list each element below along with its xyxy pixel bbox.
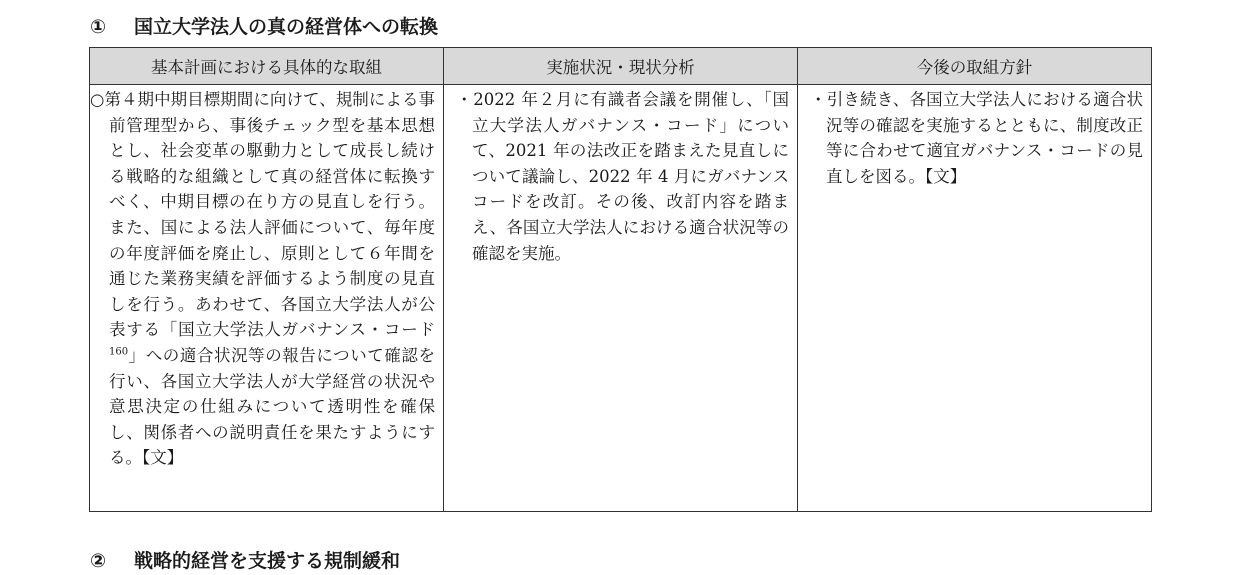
plan-text-tail: 」への適合状況等の報告について確認を行い、各国立大学法人が大学経営の状況や意思決定の仕組みについて透明性を確保し、関係者への説明責任を果たすようにする。【文】 — [109, 345, 435, 468]
next-section-title: 戦略的経営を支援する規制緩和 — [134, 550, 401, 572]
footnote-marker: 160 — [109, 346, 129, 358]
cell-plan — [90, 85, 444, 512]
header-status: 実施状況・現状分析 — [444, 48, 798, 85]
plan-text-body: ○第４期中期目標期間に向けて、規制による事前管理型から、事後チェック型を基本思想とし、社会変革の駆動力として成長し続ける戦略的な組織として真の経営体に転換すべく、中期目標の在り方の見直しを行う。また、国による法人評価について、毎年度の年度評価を廃止し、原則として６年間を通じた業務実績を評価するよう制度の見直しを行う。あわせて、各国立大学法人が公表する「国立大学法人ガバナンス・コード — [90, 90, 435, 340]
status-text: ・2022 年２月に有識者会議を開催し、「国立大学法人ガバナンス・コード」について、2021 年の法改正を踏まえた見直しについて議論し、2022 年 4 月にガバナンスコードを改訂。その後、改訂内容を踏まえ、各国立大学法人における適合状況等の確認を実施。 — [456, 90, 789, 263]
next-section-heading — [90, 547, 400, 575]
table-header-row — [90, 48, 1152, 85]
section-heading — [90, 13, 438, 41]
plan-text — [90, 87, 435, 471]
next-section-number: ② — [90, 550, 107, 572]
cell-policy — [798, 85, 1152, 512]
policy-text: ・引き続き、各国立大学法人における適合状況等の確認を実施するとともに、制度改正等に合わせて適宜ガバナンス・コードの見直しを図る。【文】 — [810, 90, 1143, 186]
plan-table — [89, 47, 1152, 512]
section-number: ① — [90, 16, 107, 38]
section-title: 国立大学法人の真の経営体への転換 — [134, 16, 439, 38]
header-plan: 基本計画における具体的な取組 — [90, 48, 444, 85]
cell-status — [444, 85, 798, 512]
table-row — [90, 85, 1152, 512]
header-policy: 今後の取組方針 — [798, 48, 1152, 85]
